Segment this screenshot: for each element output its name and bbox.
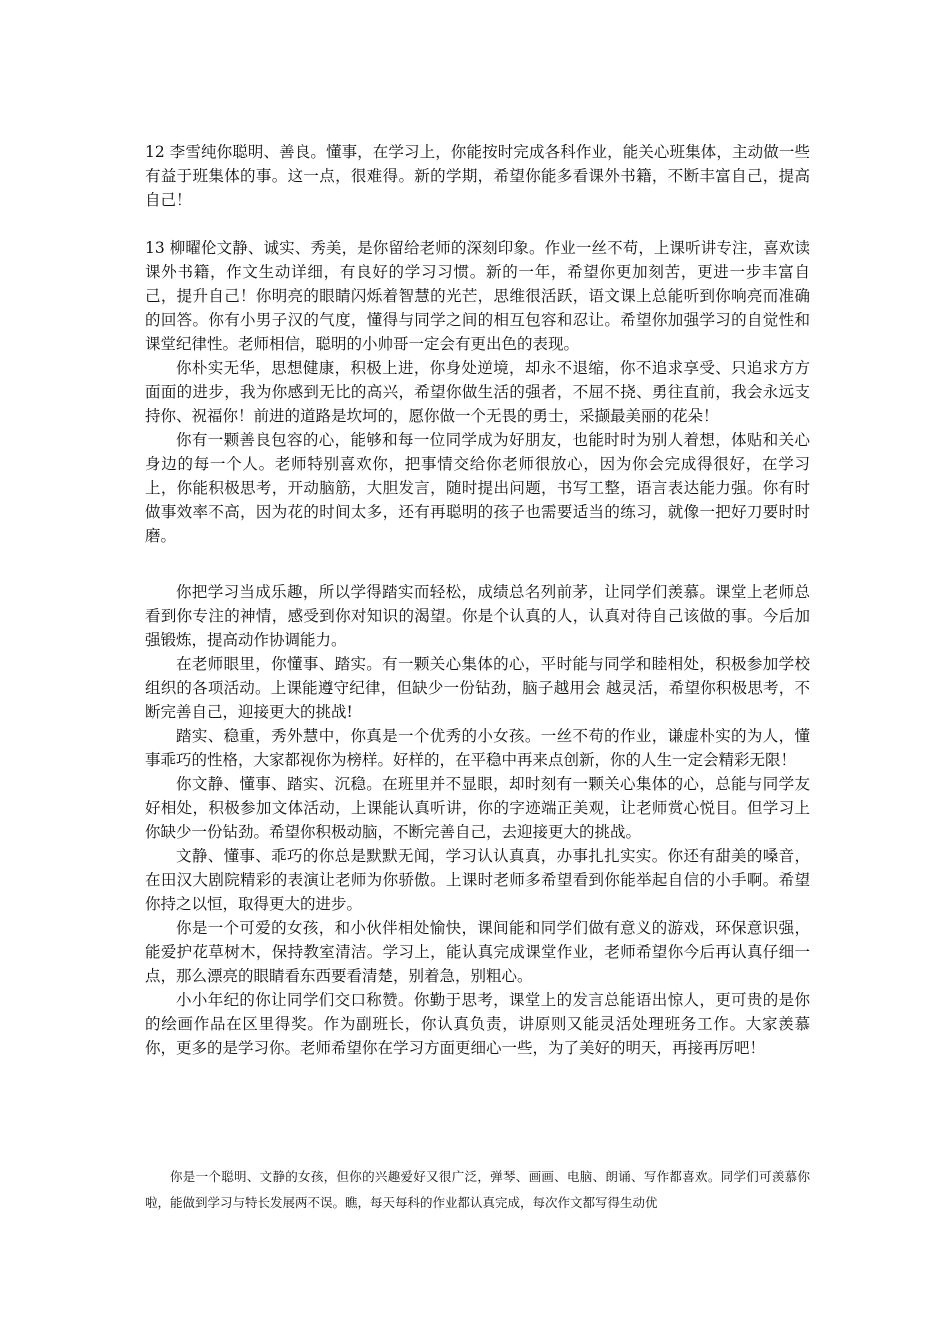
comment-paragraph-12: 12 李雪纯你聪明、善良。懂事，在学习上，你能按时完成各科作业，能关心班集体，主动做一些有益于班集体的事。这一点，很难得。新的学期，希望你能多看课外书籍，不断丰富自己，提高自己！ [145,143,810,209]
comment-paragraph: 踏实、稳重，秀外慧中，你真是一个优秀的小女孩。一丝不苟的作业，谦虚朴实的为人，懂事乖巧的性格，大家都视你为榜样。好样的，在平稳中再来点创新，你的人生一定会精彩无限！ [145,727,810,769]
comment-paragraph: 你是一个可爱的女孩，和小伙伴相处愉快，课间能和同学们做有意义的游戏，环保意识强，能爱护花草树木，保持教室清洁。学习上，能认真完成课堂作业，老师希望你今后再认真仔细一点，那么漂亮的眼睛看东西要看清楚，别着急，别粗心。 [145,919,810,985]
comment-paragraph: 在老师眼里，你懂事、踏实。有一颗关心集体的心，平时能与同学和睦相处，积极参加学校组织的各项活动。上课能遵守纪律，但缺少一份钻劲，脑子越用会 越灵活，希望你积极思考，不断完善自己，迎接更大的挑战! [145,655,810,721]
comment-paragraph-13: 13 柳曜伦文静、诚实、秀美，是你留给老师的深刻印象。作业一丝不苟，上课听讲专注，喜欢读课外书籍，作文生动详细，有良好的学习习惯。新的一年，希望你更加刻苦，更进一步丰富自己，提升自己！你明亮的眼睛闪烁着智慧的光芒，思维很活跃，语文课上总能听到你响亮而准确的回答。你有小男子汉的气度，懂得与同学之间的相互包容和忍让。希望你加强学习的自觉性和课堂纪律性。老师相信，聪明的小帅哥一定会有更出色的表现。 [145,239,810,353]
comment-paragraph: 你把学习当成乐趣，所以学得踏实而轻松，成绩总名列前茅，让同学们羡慕。课堂上老师总看到你专注的神情，感受到你对知识的渴望。你是个认真的人，认真对待自己该做的事。今后加强锻炼，提高动作协调能力。 [145,583,810,649]
comment-paragraph: 你文静、懂事、踏实、沉稳。在班里并不显眼，却时刻有一颗关心集体的心，总能与同学友好相处，积极参加文体活动，上课能认真听讲，你的字迹端正美观，让老师赏心悦目。但学习上你缺少一份钻劲。希望你积极动脑，不断完善自己，去迎接更大的挑战。 [145,775,810,841]
comment-paragraph: 小小年纪的你让同学们交口称赞。你勤于思考，课堂上的发言总能语出惊人，更可贵的是你的绘画作品在区里得奖。作为副班长，你认真负责，讲原则又能灵活处理班务工作。大家羡慕你，更多的是学习你。老师希望你在学习方面更细心一些，为了美好的明天，再接再厉吧！ [145,991,810,1057]
comment-list [145,140,810,1060]
comment-paragraph: 你有一颗善良包容的心，能够和每一位同学成为好朋友，也能时时为别人着想，体贴和关心身边的每一个人。老师特别喜欢你，把事情交给你老师很放心，因为你会完成得很好，在学习上，你能积极思考，开动脑筋，大胆发言，随时提出问题，书写工整，语言表达能力强。你有时做事效率不高，因为花的时间太多，还有再聪明的孩子也需要适当的练习，就像一把好刀要时时磨。 [145,431,810,545]
comment-paragraph: 你朴实无华，思想健康，积极上进，你身处逆境，却永不退缩，你不追求享受、只追求方方面面的进步，我为你感到无比的高兴，希望你做生活的强者，不屈不挠、勇往直前，我会永远支持你、祝福你！前进的道路是坎坷的，愿你做一个无畏的勇士，采撷最美丽的花朵！ [145,359,810,425]
comment-paragraph: 文静、懂事、乖巧的你总是默默无闻，学习认认真真，办事扎扎实实。你还有甜美的嗓音，在田汉大剧院精彩的表演让老师为你骄傲。上课时老师多希望看到你能举起自信的小手啊。希望你持之以恒，取得更大的进步。 [145,847,810,913]
comment-paragraph-small: 你是一个聪明、文静的女孩，但你的兴趣爱好又很广泛，弹琴、画画、电脑、朗诵、写作都喜欢。同学们可羡慕你啦，能做到学习与特长发展两不误。瞧，每天每科的作业都认真完成，每次作文都写得生动优 [145,1169,810,1210]
